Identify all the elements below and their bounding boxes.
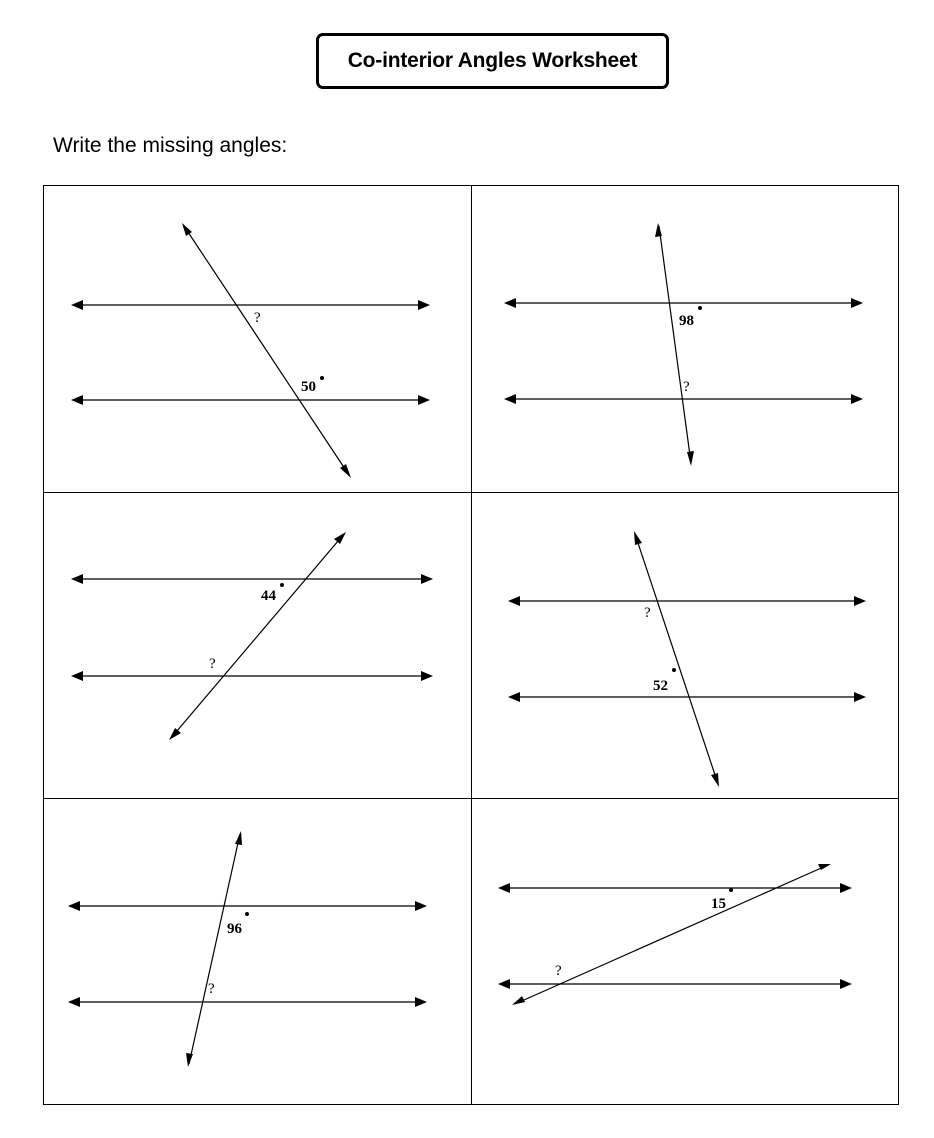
transversal-line <box>184 226 349 475</box>
arrowhead <box>508 596 520 606</box>
arrowhead <box>504 298 516 308</box>
unknown-angle-label: ? <box>208 981 215 997</box>
arrowhead <box>421 671 433 681</box>
problem-5-diagram <box>44 798 471 1104</box>
degree-dot <box>320 376 324 380</box>
unknown-angle-label: ? <box>683 379 690 395</box>
instruction-text: Write the missing angles: <box>53 134 288 157</box>
arrowhead <box>504 394 516 404</box>
arrowhead <box>182 223 192 236</box>
given-angle-label: 98 <box>679 313 694 329</box>
arrowhead <box>851 394 863 404</box>
problem-3 <box>44 492 471 798</box>
arrowhead <box>498 979 510 989</box>
problem-grid <box>43 185 899 1105</box>
degree-dot <box>280 583 284 587</box>
given-angle-label: 50 <box>301 379 316 395</box>
worksheet-title: Co-interior Angles Worksheet <box>316 33 669 89</box>
given-angle-label: 96 <box>227 921 242 937</box>
problem-3-diagram <box>44 492 471 798</box>
degree-dot <box>672 668 676 672</box>
problem-2-diagram <box>471 186 898 492</box>
arrowhead <box>169 728 181 740</box>
arrowhead <box>655 223 662 237</box>
problem-2 <box>471 186 898 492</box>
arrowhead <box>840 883 852 893</box>
arrowhead <box>415 901 427 911</box>
arrowhead <box>418 300 430 310</box>
transversal-line <box>659 226 691 463</box>
arrowhead <box>854 692 866 702</box>
problem-6 <box>471 798 898 1104</box>
transversal-line <box>171 534 344 738</box>
problem-5 <box>44 798 471 1104</box>
arrowhead <box>71 574 83 584</box>
given-angle-label: 15 <box>711 896 726 912</box>
problem-4 <box>471 492 898 798</box>
unknown-angle-label: ? <box>209 656 216 672</box>
arrowhead <box>634 531 642 545</box>
transversal-line <box>189 834 240 1064</box>
arrowhead <box>711 773 719 787</box>
arrowhead <box>418 395 430 405</box>
arrowhead <box>68 997 80 1007</box>
given-angle-label: 52 <box>653 678 668 694</box>
arrowhead <box>71 300 83 310</box>
arrowhead <box>186 1053 193 1067</box>
degree-dot <box>729 888 733 892</box>
problem-6-diagram <box>471 798 898 1104</box>
arrowhead <box>851 298 863 308</box>
degree-dot <box>245 912 249 916</box>
problem-1-diagram <box>44 186 471 492</box>
unknown-angle-label: ? <box>254 310 261 326</box>
given-angle-label: 44 <box>261 588 276 604</box>
arrowhead <box>854 596 866 606</box>
arrowhead <box>340 464 351 478</box>
arrowhead <box>68 901 80 911</box>
arrowhead <box>840 979 852 989</box>
arrowhead <box>334 532 346 544</box>
arrowhead <box>71 671 83 681</box>
unknown-angle-label: ? <box>644 605 651 621</box>
unknown-angle-label: ? <box>555 963 562 979</box>
arrowhead <box>415 997 427 1007</box>
transversal-line <box>635 534 718 784</box>
arrowhead <box>508 692 520 702</box>
arrowhead <box>235 831 242 845</box>
problem-4-diagram <box>471 492 898 798</box>
arrowhead <box>71 395 83 405</box>
arrowhead <box>421 574 433 584</box>
arrowhead <box>498 883 510 893</box>
arrowhead <box>687 451 694 466</box>
degree-dot <box>698 306 702 310</box>
transversal-line <box>515 865 828 1004</box>
problem-1 <box>44 186 471 492</box>
arrowhead <box>512 996 525 1005</box>
